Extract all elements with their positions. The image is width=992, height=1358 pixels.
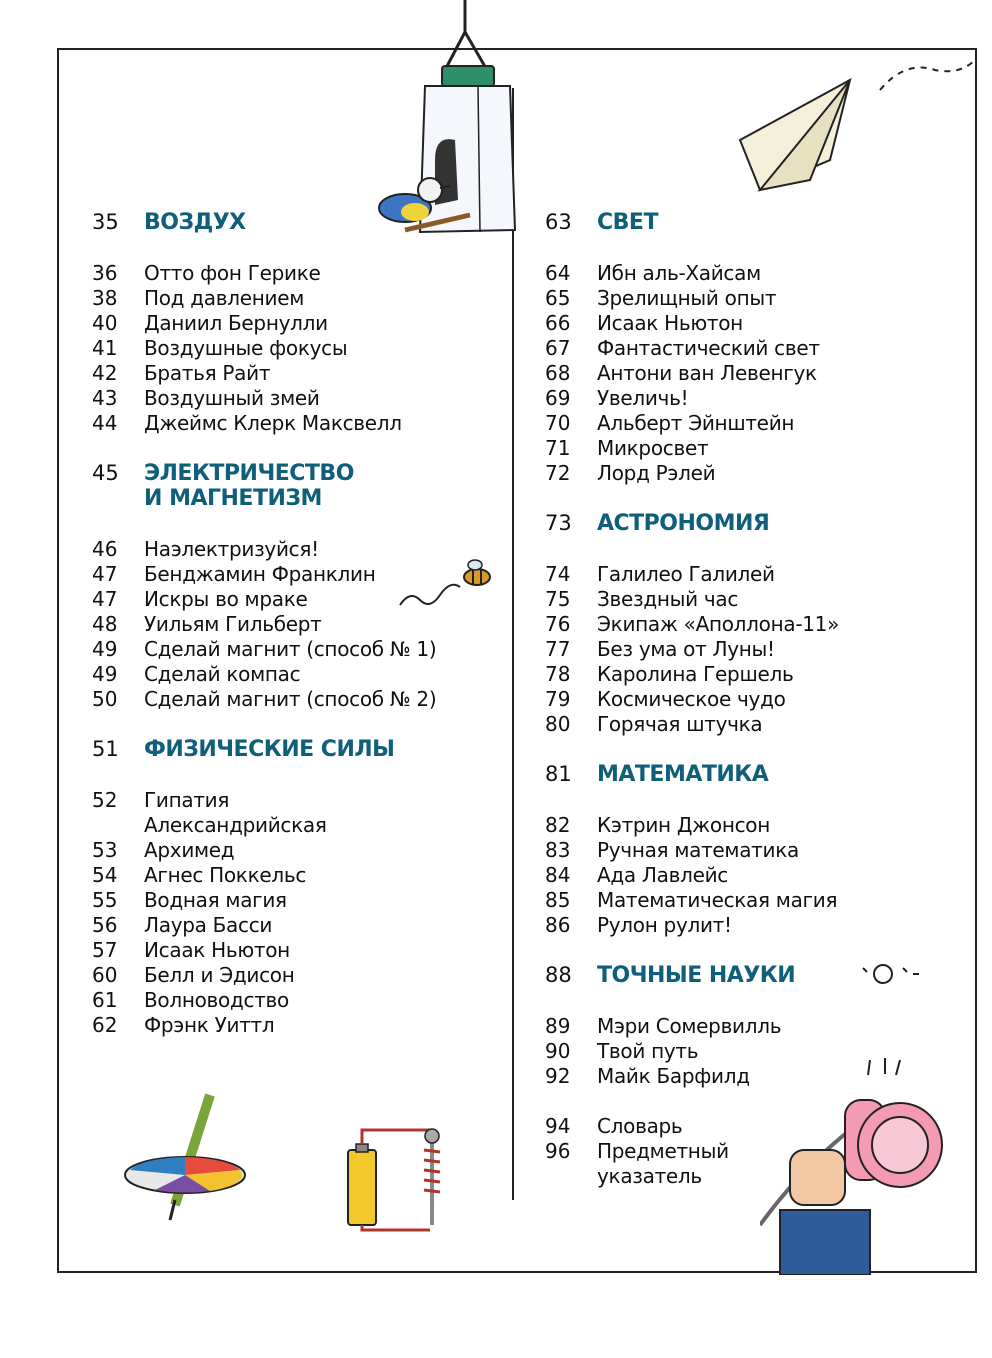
section-title[interactable]: ВОЗДУХ <box>144 210 246 235</box>
section-number: 51 <box>92 737 119 761</box>
entry-title: Словарь <box>597 1114 683 1138</box>
toc-entry[interactable] <box>545 662 875 687</box>
entry-page: 62 <box>92 1013 118 1037</box>
toc-entry[interactable] <box>545 336 875 361</box>
section-number: 88 <box>545 963 572 987</box>
entry-page: 49 <box>92 662 118 686</box>
entry-title: Исаак Ньютон <box>597 311 743 335</box>
toc-entry[interactable] <box>545 637 875 662</box>
toc-entry[interactable] <box>545 436 875 461</box>
entry-page: 83 <box>545 838 571 862</box>
toc-entry[interactable] <box>545 386 875 411</box>
entry-title: Ручная математика <box>597 838 799 862</box>
toc-entry[interactable] <box>92 311 512 336</box>
toc-entry[interactable] <box>92 863 512 888</box>
entry-title: Звездный час <box>597 587 739 611</box>
entry-page: 42 <box>92 361 118 385</box>
entry-title: Гипатия Александрийская <box>144 788 327 837</box>
entry-page: 65 <box>545 286 571 310</box>
toc-entry[interactable] <box>545 863 875 888</box>
entry-title: Фрэнк Уиттл <box>144 1013 275 1037</box>
entry-title: Предметный указатель <box>597 1139 729 1188</box>
entry-page: 90 <box>545 1039 571 1063</box>
entry-page: 50 <box>92 687 118 711</box>
entry-page: 55 <box>92 888 118 912</box>
toc-entry[interactable] <box>545 461 875 486</box>
entry-title: Увеличь! <box>597 386 689 410</box>
entry-title: Джеймс Клерк Максвелл <box>144 411 402 435</box>
entry-title: Зрелищный опыт <box>597 286 777 310</box>
toc-entry[interactable] <box>545 361 875 386</box>
column-divider <box>512 88 514 1200</box>
entry-title: Даниил Бернулли <box>144 311 328 335</box>
entry-page: 46 <box>92 537 118 561</box>
entry-title: Экипаж «Аполлона-11» <box>597 612 840 636</box>
toc-entry[interactable] <box>92 913 512 938</box>
toc-entry[interactable] <box>545 261 875 286</box>
entry-title: Ибн аль-Хайсам <box>597 261 761 285</box>
entry-page: 47 <box>92 587 118 611</box>
entry-page: 40 <box>92 311 118 335</box>
entry-title: Рулон рулит! <box>597 913 732 937</box>
entry-title: Твой путь <box>597 1039 699 1063</box>
toc-section-astronomy <box>545 511 875 737</box>
entry-title: Сделай магнит (способ № 2) <box>144 687 437 711</box>
section-title[interactable]: МАТЕМАТИКА <box>597 762 769 787</box>
entry-title: Альберт Эйнштейн <box>597 411 795 435</box>
toc-entry[interactable] <box>545 587 875 612</box>
toc-entry[interactable] <box>92 286 512 311</box>
toc-entry[interactable] <box>545 1014 875 1039</box>
entry-page: 57 <box>92 938 118 962</box>
toc-section-math <box>545 762 875 938</box>
bee-illustration <box>395 555 500 615</box>
toc-entry[interactable] <box>545 311 875 336</box>
entry-page: 80 <box>545 712 571 736</box>
section-title[interactable]: ФИЗИЧЕСКИЕ СИЛЫ <box>144 737 395 762</box>
toc-entry[interactable] <box>92 386 512 411</box>
entry-title: Антони ван Левенгук <box>597 361 817 385</box>
entry-page: 53 <box>92 838 118 862</box>
section-title[interactable]: ЭЛЕКТРИЧЕСТВО И МАГНЕТИЗМ <box>144 461 354 511</box>
entry-title: Агнес Поккельс <box>144 863 307 887</box>
toc-entry[interactable] <box>92 838 512 863</box>
section-number: 45 <box>92 461 119 485</box>
entry-page: 92 <box>545 1064 571 1088</box>
entry-title: Без ума от Луны! <box>597 637 775 661</box>
entry-page: 70 <box>545 411 571 435</box>
toc-entry[interactable] <box>92 788 512 838</box>
toc-entry[interactable] <box>545 712 875 737</box>
entry-page: 89 <box>545 1014 571 1038</box>
toc-entry[interactable] <box>545 612 875 637</box>
entry-title: Бенджамин Франклин <box>144 562 376 586</box>
toc-entry[interactable] <box>545 286 875 311</box>
toc-entry[interactable] <box>545 913 875 938</box>
entry-page: 61 <box>92 988 118 1012</box>
toc-entry[interactable] <box>92 1013 512 1038</box>
toc-entry[interactable] <box>92 261 512 286</box>
entry-title: Лаура Басси <box>144 913 273 937</box>
toc-entry[interactable] <box>92 411 512 436</box>
entry-title: Сделай компас <box>144 662 301 686</box>
entry-page: 71 <box>545 436 571 460</box>
toc-entry[interactable] <box>92 963 512 988</box>
ball-icon <box>855 960 925 990</box>
toc-entry[interactable] <box>545 411 875 436</box>
entry-title: Мэри Сомервилль <box>597 1014 782 1038</box>
bird-feeder-illustration <box>360 0 530 250</box>
toc-entry[interactable] <box>92 662 512 687</box>
section-title[interactable]: ТОЧНЫЕ НАУКИ <box>597 963 796 988</box>
battery-magnet-illustration <box>340 1120 460 1235</box>
entry-page: 56 <box>92 913 118 937</box>
entry-page: 48 <box>92 612 118 636</box>
entry-title: Галилео Галилей <box>597 562 775 586</box>
hair-dryer-illustration <box>760 1050 960 1275</box>
entry-title: Архимед <box>144 838 235 862</box>
entry-page: 68 <box>545 361 571 385</box>
toc-entry[interactable] <box>92 336 512 361</box>
entry-title: Отто фон Герике <box>144 261 321 285</box>
entry-page: 47 <box>92 562 118 586</box>
entry-page: 67 <box>545 336 571 360</box>
toc-entry[interactable] <box>92 687 512 712</box>
entry-title: Математическая магия <box>597 888 838 912</box>
entry-title: Лорд Рэлей <box>597 461 716 485</box>
entry-page: 49 <box>92 637 118 661</box>
entry-page: 84 <box>545 863 571 887</box>
toc-entry[interactable] <box>92 361 512 386</box>
entry-page: 78 <box>545 662 571 686</box>
section-number: 63 <box>545 210 572 234</box>
entry-page: 77 <box>545 637 571 661</box>
entry-title: Воздушный змей <box>144 386 320 410</box>
entry-title: Сделай магнит (способ № 1) <box>144 637 437 661</box>
entry-page: 76 <box>545 612 571 636</box>
entry-page: 86 <box>545 913 571 937</box>
entry-title: Белл и Эдисон <box>144 963 295 987</box>
toc-section-light <box>545 210 875 486</box>
entry-title: Исаак Ньютон <box>144 938 290 962</box>
entry-title: Братья Райт <box>144 361 271 385</box>
entry-page: 60 <box>92 963 118 987</box>
entry-title: Водная магия <box>144 888 287 912</box>
entry-title: Под давлением <box>144 286 304 310</box>
entry-title: Уильям Гильберт <box>144 612 322 636</box>
toc-entry[interactable] <box>92 612 512 637</box>
section-number: 73 <box>545 511 572 535</box>
entry-title: Микросвет <box>597 436 709 460</box>
section-number: 81 <box>545 762 572 786</box>
entry-title: Майк Барфилд <box>597 1064 750 1088</box>
section-title[interactable]: АСТРОНОМИЯ <box>597 511 770 536</box>
entry-page: 66 <box>545 311 571 335</box>
section-number: 35 <box>92 210 119 234</box>
entry-page: 41 <box>92 336 118 360</box>
entry-title: Каролина Гершель <box>597 662 794 686</box>
entry-page: 69 <box>545 386 571 410</box>
toc-entry[interactable] <box>92 888 512 913</box>
toc-entry[interactable] <box>545 687 875 712</box>
toc-entry[interactable] <box>545 838 875 863</box>
section-title[interactable]: СВЕТ <box>597 210 658 235</box>
entry-page: 82 <box>545 813 571 837</box>
entry-page: 75 <box>545 587 571 611</box>
entry-title: Кэтрин Джонсон <box>597 813 771 837</box>
entry-title: Ада Лавлейс <box>597 863 728 887</box>
entry-page: 52 <box>92 788 118 812</box>
toc-entry[interactable] <box>545 813 875 838</box>
entry-page: 44 <box>92 411 118 435</box>
entry-page: 43 <box>92 386 118 410</box>
entry-title: Фантастический свет <box>597 336 820 360</box>
entry-page: 96 <box>545 1139 571 1163</box>
toc-right-column <box>545 210 875 1189</box>
toc-entry[interactable] <box>92 988 512 1013</box>
entry-title: Наэлектризуйся! <box>144 537 319 561</box>
entry-title: Искры во мраке <box>144 587 308 611</box>
entry-page: 85 <box>545 888 571 912</box>
entry-title: Воздушные фокусы <box>144 336 348 360</box>
entry-title: Горячая штучка <box>597 712 763 736</box>
entry-page: 79 <box>545 687 571 711</box>
toc-entry[interactable] <box>545 888 875 913</box>
entry-page: 64 <box>545 261 571 285</box>
entry-page: 36 <box>92 261 118 285</box>
entry-page: 72 <box>545 461 571 485</box>
entry-page: 54 <box>92 863 118 887</box>
entry-page: 38 <box>92 286 118 310</box>
entry-page: 74 <box>545 562 571 586</box>
entry-page: 94 <box>545 1114 571 1138</box>
toc-left-column <box>92 210 512 1038</box>
toc-section-forces <box>92 737 512 1038</box>
spinning-top-illustration <box>100 1085 280 1235</box>
toc-entry[interactable] <box>92 637 512 662</box>
toc-entry[interactable] <box>92 938 512 963</box>
paper-plane-illustration <box>730 40 980 200</box>
toc-entry[interactable] <box>545 562 875 587</box>
entry-title: Волноводство <box>144 988 289 1012</box>
entry-title: Космическое чудо <box>597 687 786 711</box>
